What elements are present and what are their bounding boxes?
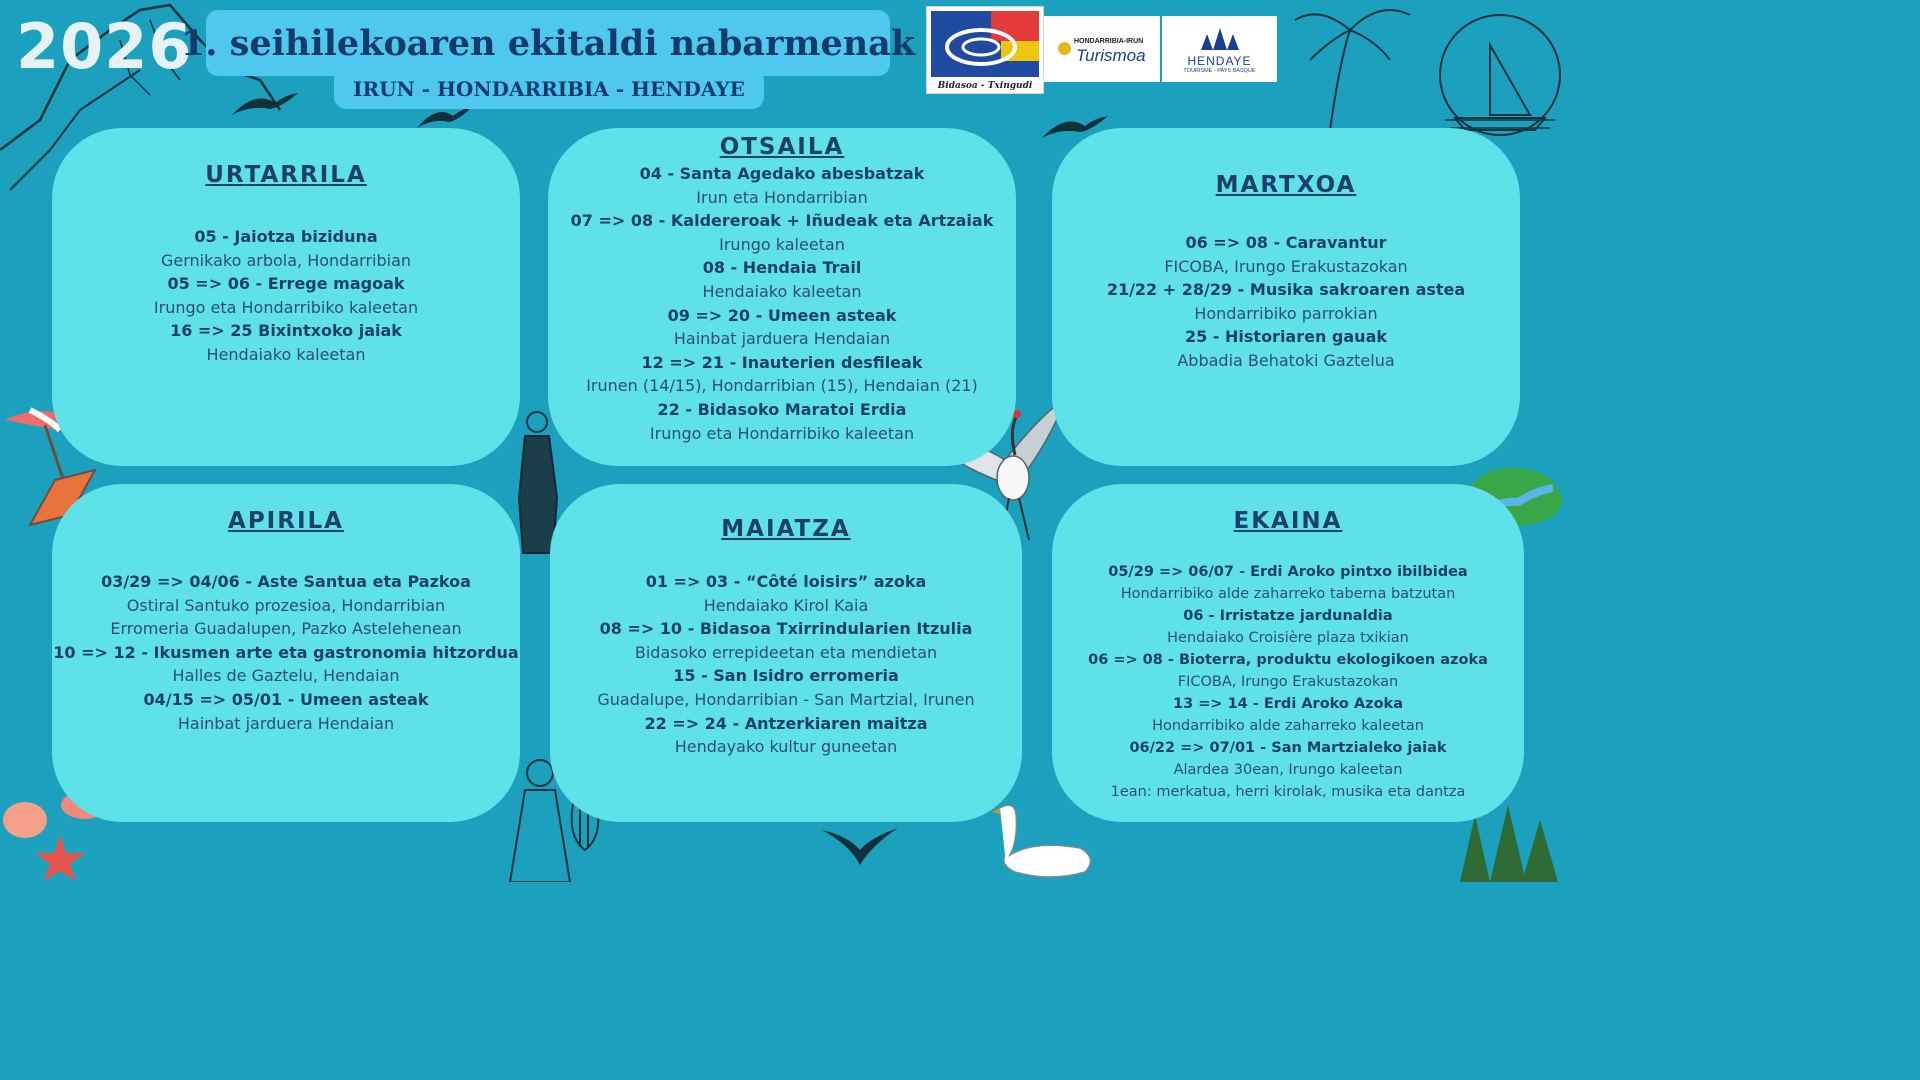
event-location: Irun eta Hondarribian — [696, 187, 868, 207]
event-title: 03/29 => 04/06 - Aste Santua eta Pazkoa — [101, 572, 471, 591]
event-location: Irungo eta Hondarribiko kaleetan — [153, 297, 419, 317]
event-location: Hendayako kultur guneetan — [674, 737, 898, 757]
page-title: 1. seihilekoaren ekitaldi nabarmenak — [180, 22, 916, 64]
event-location: 1ean: merkatua, herri kirolak, musika eta dantza — [1110, 784, 1466, 800]
title-banner — [180, 10, 916, 76]
bird-icon — [820, 820, 900, 870]
event-title: 15 - San Isidro erromeria — [673, 666, 899, 686]
event-title: 25 - Historiaren gauak — [1184, 327, 1388, 347]
event-location: Hainbat jarduera Hendaian — [673, 329, 891, 349]
hendaye-emblem-icon — [1199, 26, 1241, 52]
event-location: Hondarribiko parrokian — [1194, 303, 1378, 323]
event-title: 04/15 => 05/01 - Umeen asteak — [143, 689, 429, 709]
event-location: Gernikako arbola, Hondarribian — [160, 250, 412, 270]
event-title: 22 => 24 - Antzerkiaren maitza — [644, 713, 928, 733]
month-card-otsaila — [548, 128, 1016, 466]
event-title: 12 => 21 - Inauterien desfileak — [641, 352, 923, 372]
event-title: 05 => 06 - Errege magoak — [167, 274, 405, 294]
event-title: 05/29 => 06/07 - Erdi Aroko pintxo ibilbidea — [1108, 564, 1468, 580]
event-location: Hondarribiko alde zaharreko taberna batzutan — [1120, 586, 1456, 602]
event-location: Hondarribiko alde zaharreko kaleetan — [1152, 718, 1424, 734]
event-location: Hendaiako Kirol Kaia — [703, 595, 869, 615]
bidasoa-emblem-icon — [931, 11, 1039, 77]
hendaye-subtext: TOURISME · PAYS BASQUE — [1183, 68, 1256, 74]
event-title: 01 => 03 - “Côté loisirs” azoka — [645, 572, 927, 591]
event-title: 08 - Hendaia Trail — [702, 258, 862, 278]
event-title: 08 => 10 - Bidasoa Txirrindularien Itzulia — [599, 619, 973, 639]
event-title: 06 => 08 - Caravantur — [1185, 233, 1387, 252]
event-title: 05 - Jaiotza biziduna — [194, 227, 378, 246]
month-title: EKAINA — [1233, 508, 1343, 534]
event-title: 07 => 08 - Kaldereroak + Iñudeak eta Artzaiak — [570, 211, 994, 231]
event-title: 06 - Irristatze jardunaldia — [1183, 608, 1393, 624]
event-title: 09 => 20 - Umeen asteak — [667, 305, 897, 325]
event-location: Abbadia Behatoki Gaztelua — [1177, 350, 1395, 370]
month-card-apirila — [52, 484, 520, 822]
event-title: 06/22 => 07/01 - San Martzialeko jaiak — [1129, 740, 1447, 756]
bidasoa-caption: Bidasoa - Txingudi — [937, 81, 1033, 91]
bidasoa-logo — [926, 6, 1044, 94]
turismoa-logo — [1044, 16, 1160, 82]
sun-icon — [1058, 42, 1071, 55]
turismoa-top-text: HONDARRIBIA-IRUN — [1074, 38, 1144, 45]
event-title: 13 => 14 - Erdi Aroko Azoka — [1173, 696, 1403, 712]
bird-icon — [230, 85, 300, 125]
event-location: Hendaiako kaleetan — [702, 281, 862, 301]
event-location: Irunen (14/15), Hondarribian (15), Hendaian (21) — [586, 376, 978, 396]
palm-boat-illustration — [1290, 0, 1568, 140]
event-location: Bidasoko errepideetan eta mendietan — [634, 642, 938, 662]
event-location: FICOBA, Irungo Erakustazokan — [1177, 674, 1399, 690]
month-card-maiatza — [550, 484, 1022, 822]
event-location: Halles de Gaztelu, Hendaian — [172, 666, 400, 686]
event-title: 21/22 + 28/29 - Musika sakroaren astea — [1106, 280, 1466, 300]
swan-illustration — [990, 800, 1100, 882]
month-title: APIRILA — [228, 508, 344, 534]
event-location: Hainbat jarduera Hendaian — [177, 713, 395, 733]
page-subtitle: IRUN - HONDARRIBIA - HENDAYE — [353, 76, 745, 101]
event-title: 10 => 12 - Ikusmen arte eta gastronomia hitzordua — [53, 642, 519, 662]
event-location: Guadalupe, Hondarribian - San Martzial, Irunen — [597, 689, 975, 709]
event-location: FICOBA, Irungo Erakustazokan — [1164, 256, 1408, 276]
turismoa-main-text: Turismoa — [1076, 46, 1146, 65]
event-title: 04 - Santa Agedako abesbatzak — [639, 164, 925, 183]
month-title: MAIATZA — [721, 516, 851, 542]
event-location: Hendaiako kaleetan — [206, 344, 366, 364]
month-title: OTSAILA — [719, 134, 845, 160]
year-label: 2026 — [16, 10, 193, 83]
partner-logos — [926, 6, 1277, 94]
event-location: Irungo kaleetan — [719, 234, 845, 254]
event-title: 22 - Bidasoko Maratoi Erdia — [657, 399, 907, 419]
event-title: 06 => 08 - Bioterra, produktu ekologikoen azoka — [1088, 652, 1488, 668]
hendaye-logo — [1162, 16, 1277, 82]
event-location: Alardea 30ean, Irungo kaleetan — [1173, 762, 1403, 778]
month-title: URTARRILA — [205, 162, 367, 188]
event-location: Erromeria Guadalupen, Pazko Astelehenean — [110, 619, 462, 639]
event-title: 16 => 25 Bixintxoko jaiak — [170, 321, 402, 341]
month-title: MARTXOA — [1215, 172, 1357, 198]
event-location: Ostiral Santuko prozesioa, Hondarribian — [126, 595, 446, 615]
event-location: Irungo eta Hondarribiko kaleetan — [649, 423, 915, 443]
month-card-ekaina — [1052, 484, 1524, 822]
hendaye-name: HENDAYE — [1187, 54, 1252, 68]
event-location: Hendaiako Croisière plaza txikian — [1167, 630, 1409, 646]
subtitle-banner — [334, 68, 764, 109]
month-card-urtarrila — [52, 128, 520, 466]
month-card-martxoa — [1052, 128, 1520, 466]
